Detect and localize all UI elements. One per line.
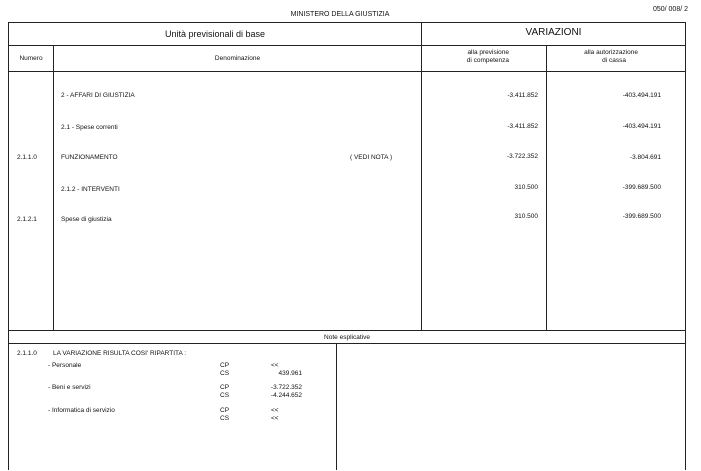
competenza-header-line2: di competenza <box>466 57 509 64</box>
row-denominazione: Spese di giustizia <box>61 216 112 223</box>
variazioni-header: VARIAZIONI <box>525 27 582 38</box>
note-cs-value: << <box>271 415 279 422</box>
row-denominazione: FUNZIONAMENTO <box>61 154 118 161</box>
note-cs-label: CS <box>220 370 230 377</box>
cassa-header-line2: di cassa <box>602 57 626 64</box>
note-cs-label: CS <box>220 392 230 399</box>
numero-header: Numero <box>19 55 43 62</box>
note-cp-value: << <box>271 407 279 414</box>
row-numero: 2.1.1.0 <box>17 154 37 161</box>
row-competenza: -3.411.852 <box>507 92 538 99</box>
note-cp-label: CP <box>220 384 230 391</box>
notes-title: Note esplicative <box>324 334 370 341</box>
upb-header: Unità previsionali di base <box>164 29 266 39</box>
cassa-header-line1: alla autorizzazione <box>584 49 638 56</box>
row-cassa: -399.689.500 <box>622 184 661 191</box>
row-cassa: -399.689.500 <box>622 213 661 220</box>
note-cs-value: 439.961 <box>278 370 302 377</box>
row-competenza: 310.500 <box>514 213 538 220</box>
note-cp-value: -3.722.352 <box>270 384 302 391</box>
row-numero: 2.1.2.1 <box>17 216 37 223</box>
row-competenza: 310.500 <box>514 184 538 191</box>
page-code: 050/ 008/ 2 <box>652 6 688 13</box>
row-cassa: -3.804.691 <box>629 154 661 161</box>
note-item-label: - Informatica di servizio <box>48 407 115 414</box>
note-item-label: - Personale <box>48 362 82 369</box>
denominazione-header: Denominazione <box>214 55 261 62</box>
row-denominazione: 2.1 - Spese correnti <box>61 124 118 131</box>
note-cp-label: CP <box>220 407 230 414</box>
note-cp-label: CP <box>220 362 230 369</box>
note-cp-value: << <box>271 362 279 369</box>
row-competenza: -3.722.352 <box>506 153 538 160</box>
row-cassa: -403.494.191 <box>622 123 661 130</box>
note-item-label: - Beni e servizi <box>48 384 91 391</box>
ministry-title: MINISTERO DELLA GIUSTIZIA <box>290 11 390 18</box>
row-denominazione: 2 - AFFARI DI GIUSTIZIA <box>61 92 135 99</box>
competenza-header-line1: alla previsione <box>467 49 509 56</box>
row-competenza: -3.411.852 <box>507 123 538 130</box>
row-note-ref: ( VEDI NOTA ) <box>350 154 393 161</box>
note-cs-label: CS <box>220 415 230 422</box>
notes-code: 2.1.1.0 <box>17 350 37 357</box>
note-cs-value: -4.244.652 <box>270 392 302 399</box>
row-cassa: -403.494.191 <box>622 92 661 99</box>
notes-heading: LA VARIAZIONE RISULTA COSI' RIPARTITA : <box>53 350 187 357</box>
row-denominazione: 2.1.2 - INTERVENTI <box>61 186 120 193</box>
